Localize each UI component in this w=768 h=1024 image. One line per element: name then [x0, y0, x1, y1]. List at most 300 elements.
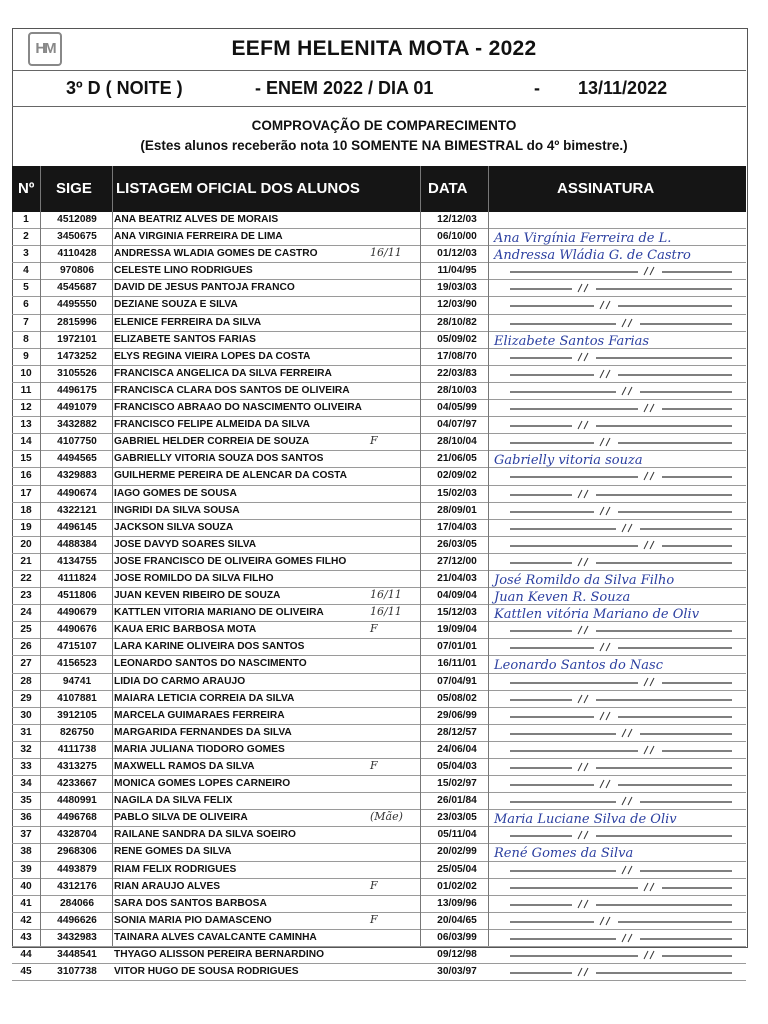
student-name: ANA VIRGINIA FERREIRA DE LIMA — [114, 231, 283, 243]
student-name: LIDIA DO CARMO ARAUJO — [114, 675, 246, 687]
birth-date: 09/12/98 — [437, 949, 477, 961]
row-number: 44 — [20, 949, 32, 961]
student-name: MARIA JULIANA TIODORO GOMES — [114, 743, 285, 755]
birth-date: 21/06/05 — [437, 453, 477, 465]
blank-signature-dash — [492, 420, 744, 430]
table-row — [12, 879, 746, 896]
sige-code: 4156523 — [57, 658, 97, 670]
row-number: 37 — [20, 829, 32, 841]
row-number: 30 — [20, 709, 32, 721]
column-separator — [420, 166, 421, 946]
sige-code: 3105526 — [57, 367, 97, 379]
row-number: 2 — [23, 231, 29, 243]
student-name: PABLO SILVA DE OLIVEIRA — [114, 812, 248, 824]
table-row — [12, 639, 746, 656]
blank-signature-dash — [492, 318, 744, 328]
blank-signature-dash — [492, 437, 744, 447]
sige-code: 4110428 — [57, 248, 97, 260]
birth-date: 19/09/04 — [437, 624, 477, 636]
birth-date: 23/03/05 — [437, 812, 477, 824]
col-name: LISTAGEM OFICIAL DOS ALUNOS — [116, 180, 360, 197]
blank-signature-dash — [492, 369, 744, 379]
signature: René Gomes da Silva — [494, 846, 634, 862]
table-row — [12, 434, 746, 451]
table-row — [12, 486, 746, 503]
row-number: 5 — [23, 282, 29, 294]
row-number: 18 — [20, 504, 32, 516]
student-name: ANA BEATRIZ ALVES DE MORAIS — [114, 214, 279, 225]
sige-code: 4328704 — [57, 829, 97, 841]
sige-code: 4494565 — [57, 453, 97, 465]
birth-date: 02/09/02 — [437, 470, 477, 482]
sige-code: 4491079 — [57, 402, 97, 414]
birth-date: 26/01/84 — [437, 795, 477, 807]
table-row — [12, 212, 746, 229]
student-name: TAINARA ALVES CAVALCANTE CAMINHA — [114, 931, 317, 943]
table-row — [12, 844, 746, 861]
handwritten-mark: F — [370, 434, 378, 448]
school-title: EEFM HELENITA MOTA - 2022 — [231, 37, 537, 60]
birth-date: 20/02/99 — [437, 846, 477, 858]
birth-date: 20/04/65 — [437, 914, 477, 926]
row-number: 41 — [20, 897, 32, 909]
table-row — [12, 571, 746, 588]
handwritten-mark: 16/11 — [370, 246, 402, 260]
birth-date: 17/08/70 — [437, 350, 477, 362]
sige-code: 4490676 — [57, 624, 97, 636]
row-number: 26 — [20, 641, 32, 653]
blank-signature-dash — [492, 523, 744, 533]
student-name: FRANCISCO ABRAAO DO NASCIMENTO OLIVEIRA — [114, 402, 362, 414]
birth-date: 11/04/95 — [437, 265, 477, 277]
blank-signature-dash — [492, 557, 744, 567]
signature: Kattlen vitória Mariano de Oliv — [494, 607, 700, 623]
sige-code: 1972101 — [57, 333, 97, 345]
student-name: KAUA ERIC BARBOSA MOTA — [114, 624, 257, 636]
col-signature: ASSINATURA — [557, 180, 655, 197]
table-row — [12, 725, 746, 742]
blank-signature-dash — [492, 283, 744, 293]
sige-code: 284066 — [60, 897, 94, 909]
row-number: 6 — [23, 299, 29, 311]
row-number: 10 — [20, 367, 32, 379]
handwritten-mark: F — [370, 912, 378, 926]
sige-code: 3450675 — [57, 231, 97, 243]
col-date: DATA — [428, 180, 468, 197]
row-number: 4 — [23, 265, 29, 277]
blank-signature-dash — [492, 865, 744, 875]
school-logo: HM — [28, 32, 62, 66]
table-row — [12, 503, 746, 520]
sige-code: 3107738 — [57, 966, 97, 978]
birth-date: 28/10/04 — [437, 436, 477, 448]
table-row — [12, 827, 746, 844]
sige-code: 3432983 — [57, 931, 97, 943]
student-name: MARGARIDA FERNANDES DA SILVA — [114, 726, 292, 738]
student-name: RIAN ARAUJO ALVES — [114, 880, 221, 892]
student-name: MARCELA GUIMARAES FERREIRA — [114, 709, 285, 721]
table-row — [12, 537, 746, 554]
table-row — [12, 896, 746, 913]
student-table — [12, 212, 746, 981]
table-row — [12, 554, 746, 571]
signature: Elizabete Santos Farias — [494, 333, 650, 349]
col-number: Nº — [18, 180, 35, 197]
class-label: 3º D ( NOITE ) — [66, 78, 183, 98]
birth-date: 24/06/04 — [437, 743, 477, 755]
table-row — [12, 708, 746, 725]
handwritten-mark: F — [370, 878, 378, 892]
student-name: LARA KARINE OLIVEIRA DOS SANTOS — [114, 641, 305, 653]
student-name: MAXWELL RAMOS DA SILVA — [114, 761, 255, 772]
row-number: 40 — [20, 880, 32, 892]
row-number: 7 — [23, 316, 29, 328]
row-number: 39 — [20, 863, 32, 875]
student-name: SARA DOS SANTOS BARBOSA — [114, 897, 267, 909]
sige-code: 4496626 — [57, 914, 97, 926]
exam-subtitle — [0, 74, 768, 102]
signature: Juan Keven R. Souza — [494, 590, 631, 606]
row-number: 28 — [20, 675, 32, 687]
table-row — [12, 451, 746, 468]
table-row — [12, 930, 746, 947]
blank-signature-dash — [492, 916, 744, 926]
birth-date: 26/03/05 — [437, 538, 477, 550]
table-row — [12, 263, 746, 280]
row-number: 32 — [20, 743, 32, 755]
table-header — [12, 166, 746, 212]
table-row — [12, 674, 746, 691]
table-row — [12, 349, 746, 366]
signature: Leonardo Santos do Nasc — [494, 658, 664, 674]
row-number: 33 — [20, 761, 32, 772]
divider — [12, 106, 746, 107]
row-number: 16 — [20, 470, 32, 482]
birth-date: 13/09/96 — [437, 897, 477, 909]
birth-date: 15/12/03 — [437, 607, 477, 619]
row-number: 38 — [20, 846, 32, 858]
row-number: 45 — [20, 966, 32, 978]
sige-code: 4496768 — [57, 812, 97, 824]
student-name: MAIARA LETICIA CORREIA DA SILVA — [114, 692, 295, 704]
sige-code: 4490679 — [57, 607, 97, 619]
birth-date: 28/12/57 — [437, 726, 477, 738]
col-sige: SIGE — [56, 180, 92, 197]
row-number: 15 — [20, 453, 32, 465]
student-name: ANDRESSA WLADIA GOMES DE CASTRO — [114, 248, 318, 260]
birth-date: 15/02/97 — [437, 778, 477, 790]
table-row — [12, 315, 746, 332]
blank-signature-dash — [492, 762, 744, 772]
row-number: 22 — [20, 572, 32, 584]
birth-date: 12/03/90 — [437, 299, 477, 311]
student-name: THYAGO ALISSON PEREIRA BERNARDINO — [114, 949, 324, 961]
birth-date: 05/09/02 — [437, 333, 477, 345]
student-name: JUAN KEVEN RIBEIRO DE SOUZA — [114, 590, 281, 602]
table-row — [12, 742, 746, 759]
student-name: NAGILA DA SILVA FELIX — [114, 795, 233, 807]
birth-date: 28/09/01 — [437, 504, 477, 516]
birth-date: 21/04/03 — [437, 572, 477, 584]
sige-code: 4313275 — [57, 761, 97, 772]
signature: Andressa Wládia G. de Castro — [494, 248, 691, 264]
birth-date: 05/04/03 — [437, 761, 477, 772]
row-number: 24 — [20, 607, 32, 619]
row-number: 8 — [23, 333, 29, 345]
row-number: 36 — [20, 812, 32, 824]
row-number: 13 — [20, 419, 32, 431]
sige-code: 826750 — [60, 726, 94, 738]
sige-code: 4511806 — [57, 590, 97, 602]
row-number: 29 — [20, 692, 32, 704]
blank-signature-dash — [492, 403, 744, 413]
birth-date: 17/04/03 — [437, 521, 477, 533]
student-name: RAILANE SANDRA DA SILVA SOEIRO — [114, 829, 296, 841]
table-row — [12, 400, 746, 417]
student-name: JOSE FRANCISCO DE OLIVEIRA GOMES FILHO — [114, 555, 347, 567]
row-number: 23 — [20, 590, 32, 602]
birth-date: 16/11/01 — [437, 658, 477, 670]
student-name: ELENICE FERREIRA DA SILVA — [114, 316, 262, 328]
blank-signature-dash — [492, 506, 744, 516]
birth-date: 06/03/99 — [437, 931, 477, 943]
birth-date: 05/11/04 — [437, 829, 477, 841]
table-row — [12, 793, 746, 810]
row-number: 20 — [20, 538, 32, 550]
birth-date: 04/09/04 — [437, 590, 477, 602]
row-number: 42 — [20, 914, 32, 926]
sige-code: 4233667 — [57, 778, 97, 790]
table-row — [12, 947, 746, 964]
row-number: 35 — [20, 795, 32, 807]
sige-code: 4493879 — [57, 863, 97, 875]
exam-label: - ENEM 2022 / DIA 01 — [255, 78, 434, 98]
sige-code: 4490674 — [57, 487, 97, 499]
blank-signature-dash — [492, 677, 744, 687]
signature: José Romildo da Silva Filho — [494, 572, 675, 588]
table-row — [12, 656, 746, 673]
table-row — [12, 383, 746, 400]
sige-code: 3448541 — [57, 949, 97, 961]
blank-signature-dash — [492, 625, 744, 635]
table-row — [12, 520, 746, 537]
student-name: VITOR HUGO DE SOUSA RODRIGUES — [114, 966, 299, 978]
blank-signature-dash — [492, 266, 744, 276]
sige-code: 4496145 — [57, 521, 97, 533]
signature: Gabrielly vitoria souza — [494, 453, 643, 469]
row-number: 14 — [20, 436, 32, 448]
blank-signature-dash — [492, 899, 744, 909]
student-name: SONIA MARIA PIO DAMASCENO — [114, 914, 272, 926]
table-row — [12, 913, 746, 930]
student-name: DAVID DE JESUS PANTOJA FRANCO — [114, 282, 295, 294]
birth-date: 06/10/00 — [437, 231, 477, 243]
student-name: JOSE ROMILDO DA SILVA FILHO — [114, 572, 274, 584]
blank-signature-dash — [492, 489, 744, 499]
student-name: INGRIDI DA SILVA SOUSA — [114, 504, 240, 516]
student-name: DEZIANE SOUZA E SILVA — [114, 299, 238, 311]
birth-date: 19/03/03 — [437, 282, 477, 294]
sige-code: 4111738 — [57, 743, 97, 755]
student-name: ELYS REGINA VIEIRA LOPES DA COSTA — [114, 350, 311, 362]
blank-signature-dash — [492, 694, 744, 704]
row-number: 3 — [23, 248, 29, 260]
student-name: JACKSON SILVA SOUZA — [114, 521, 234, 533]
table-row — [12, 964, 746, 981]
row-number: 31 — [20, 726, 32, 738]
row-number: 19 — [20, 521, 32, 533]
sige-code: 4545687 — [57, 282, 97, 294]
sige-code: 4107750 — [57, 436, 97, 448]
row-number: 9 — [23, 350, 29, 362]
handwritten-mark: (Mãe) — [370, 810, 403, 824]
student-name: KATTLEN VITORIA MARIANO DE OLIVEIRA — [114, 607, 324, 619]
sige-code: 4107881 — [57, 692, 97, 704]
table-row — [12, 810, 746, 827]
blank-signature-dash — [492, 950, 744, 960]
blank-signature-dash — [492, 728, 744, 738]
sige-code: 4715107 — [57, 641, 97, 653]
blank-signature-dash — [492, 779, 744, 789]
blank-signature-dash — [492, 830, 744, 840]
sige-code: 4480991 — [57, 795, 97, 807]
table-row — [12, 605, 746, 622]
sige-code: 4512089 — [57, 214, 97, 225]
birth-date: 25/05/04 — [437, 863, 477, 875]
handwritten-mark: 16/11 — [370, 605, 402, 619]
table-row — [12, 229, 746, 246]
sige-code: 4329883 — [57, 470, 97, 482]
blank-signature-dash — [492, 796, 744, 806]
row-number: 1 — [23, 214, 29, 225]
handwritten-mark: F — [370, 622, 378, 636]
blank-signature-dash — [492, 933, 744, 943]
sige-code: 2968306 — [57, 846, 97, 858]
birth-date: 22/03/83 — [437, 367, 477, 379]
birth-date: 30/03/97 — [437, 966, 477, 978]
birth-date: 12/12/03 — [437, 214, 477, 225]
table-row — [12, 468, 746, 485]
sige-code: 1473252 — [57, 350, 97, 362]
birth-date: 01/12/03 — [437, 248, 477, 260]
handwritten-mark: F — [370, 759, 378, 772]
blank-signature-dash — [492, 471, 744, 481]
column-separator — [112, 166, 113, 946]
student-name: RENE GOMES DA SILVA — [114, 846, 232, 858]
sige-code: 4134755 — [57, 555, 97, 567]
sige-code: 4312176 — [57, 880, 97, 892]
signature: Ana Virgínia Ferreira de L. — [494, 231, 672, 247]
row-number: 43 — [20, 931, 32, 943]
column-separator — [488, 166, 489, 946]
birth-date: 07/04/91 — [437, 675, 477, 687]
student-name: FRANCISCA CLARA DOS SANTOS DE OLIVEIRA — [114, 384, 350, 396]
table-row — [12, 862, 746, 879]
sige-code: 4322121 — [57, 504, 97, 516]
row-number: 12 — [20, 402, 32, 414]
notice-title: COMPROVAÇÃO DE COMPARECIMENTO — [251, 118, 517, 133]
column-separator — [40, 166, 41, 946]
birth-date: 28/10/82 — [437, 316, 477, 328]
birth-date: 04/05/99 — [437, 402, 477, 414]
blank-signature-dash — [492, 352, 744, 362]
birth-date: 04/07/97 — [437, 419, 477, 431]
dash: - — [534, 78, 540, 98]
table-row — [12, 280, 746, 297]
table-row — [12, 417, 746, 434]
sige-code: 2815996 — [57, 316, 97, 328]
row-number: 34 — [20, 778, 32, 790]
student-name: GUILHERME PEREIRA DE ALENCAR DA COSTA — [114, 470, 347, 482]
notice-text: (Estes alunos receberão nota 10 SOMENTE NA BIMESTRAL do 4º bimestre.) — [140, 138, 628, 153]
table-row — [12, 246, 746, 263]
student-name: FRANCISCA ANGELICA DA SILVA FERREIRA — [114, 367, 332, 379]
sige-code: 4495550 — [57, 299, 97, 311]
sige-code: 4496175 — [57, 384, 97, 396]
table-row — [12, 691, 746, 708]
student-name: GABRIELLY VITORIA SOUZA DOS SANTOS — [114, 453, 324, 465]
blank-signature-dash — [492, 386, 744, 396]
table-row — [12, 776, 746, 793]
exam-date: 13/11/2022 — [578, 78, 668, 98]
student-name: JOSE DAVYD SOARES SILVA — [114, 538, 257, 550]
birth-date: 01/02/02 — [437, 880, 477, 892]
sige-code: 94741 — [62, 675, 92, 687]
row-number: 17 — [20, 487, 32, 499]
birth-date: 15/02/03 — [437, 487, 477, 499]
birth-date: 05/08/02 — [437, 692, 477, 704]
sige-code: 3432882 — [57, 419, 97, 431]
blank-signature-dash — [492, 540, 744, 550]
table-row — [12, 759, 746, 776]
student-name: CELESTE LINO RODRIGUES — [114, 265, 253, 277]
blank-signature-dash — [492, 642, 744, 652]
sige-code: 970806 — [60, 265, 94, 277]
table-row — [12, 366, 746, 383]
student-name: LEONARDO SANTOS DO NASCIMENTO — [114, 658, 307, 670]
row-number: 25 — [20, 624, 32, 636]
student-name: IAGO GOMES DE SOUSA — [114, 487, 237, 499]
row-number: 11 — [20, 384, 32, 396]
birth-date: 28/10/03 — [437, 384, 477, 396]
divider — [12, 70, 746, 71]
table-row — [12, 588, 746, 605]
blank-signature-dash — [492, 711, 744, 721]
birth-date: 07/01/01 — [437, 641, 477, 653]
student-name: MONICA GOMES LOPES CARNEIRO — [114, 778, 291, 790]
table-row — [12, 297, 746, 314]
student-name: FRANCISCO FELIPE ALMEIDA DA SILVA — [114, 419, 311, 431]
sige-code: 4111824 — [57, 572, 97, 584]
student-name: GABRIEL HELDER CORREIA DE SOUZA — [114, 436, 310, 448]
blank-signature-dash — [492, 300, 744, 310]
table-row — [12, 622, 746, 639]
signature: Maria Luciane Silva de Oliv — [494, 812, 677, 828]
student-name: RIAM FELIX RODRIGUES — [114, 863, 237, 875]
row-number: 27 — [20, 658, 32, 670]
table-row — [12, 332, 746, 349]
blank-signature-dash — [492, 882, 744, 892]
birth-date: 27/12/00 — [437, 555, 477, 567]
student-name: ELIZABETE SANTOS FARIAS — [114, 333, 256, 345]
blank-signature-dash — [492, 745, 744, 755]
handwritten-mark: 16/11 — [370, 588, 402, 602]
sige-code: 3912105 — [57, 709, 97, 721]
birth-date: 29/06/99 — [437, 709, 477, 721]
row-number: 21 — [20, 555, 32, 567]
sige-code: 4488384 — [57, 538, 97, 550]
blank-signature-dash — [492, 967, 744, 977]
